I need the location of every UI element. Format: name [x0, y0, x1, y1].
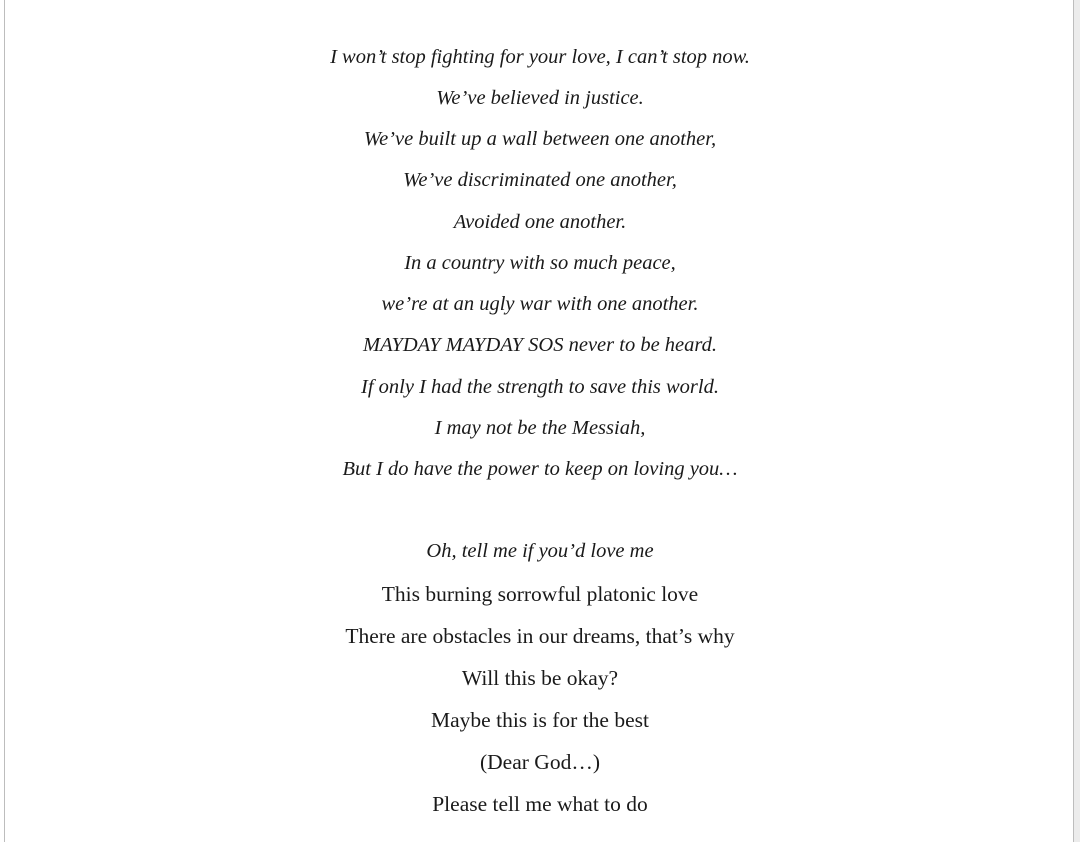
lyric-line-13: This burning sorrowful platonic love [381, 582, 699, 606]
lyric-line-14: There are obstacles in our dreams, that’s why [345, 624, 735, 648]
lyric-line-8: MAYDAY MAYDAY SOS never to be heard. [363, 334, 717, 356]
lyric-line-7: we’re at an ugly war with one another. [381, 293, 699, 315]
lyric-line-3: We’ve built up a wall between one another, [363, 128, 717, 150]
lyric-line-4: We’ve discriminated one another, [403, 169, 677, 191]
lyric-line-10: I may not be the Messiah, [434, 417, 646, 439]
lyric-line-6: In a country with so much peace, [404, 252, 676, 274]
lyric-line-11: But I do have the power to keep on loving you… [342, 458, 738, 480]
lyric-line-16: Maybe this is for the best [431, 708, 649, 732]
lyric-line-2: We’ve believed in justice. [436, 87, 644, 109]
lyric-line-15: Will this be okay? [461, 666, 619, 690]
lyric-line-17: (Dear God…) [480, 750, 600, 774]
lyric-line-18: Please tell me what to do [432, 792, 648, 816]
lyric-line-9: If only I had the strength to save this world. [361, 376, 719, 398]
lyric-line-5: Avoided one another. [453, 211, 627, 233]
lyric-line-12: Oh, tell me if you’d love me [426, 540, 654, 562]
lyric-line-1: I won’t stop fighting for your love, I can’t stop now. [330, 46, 750, 68]
